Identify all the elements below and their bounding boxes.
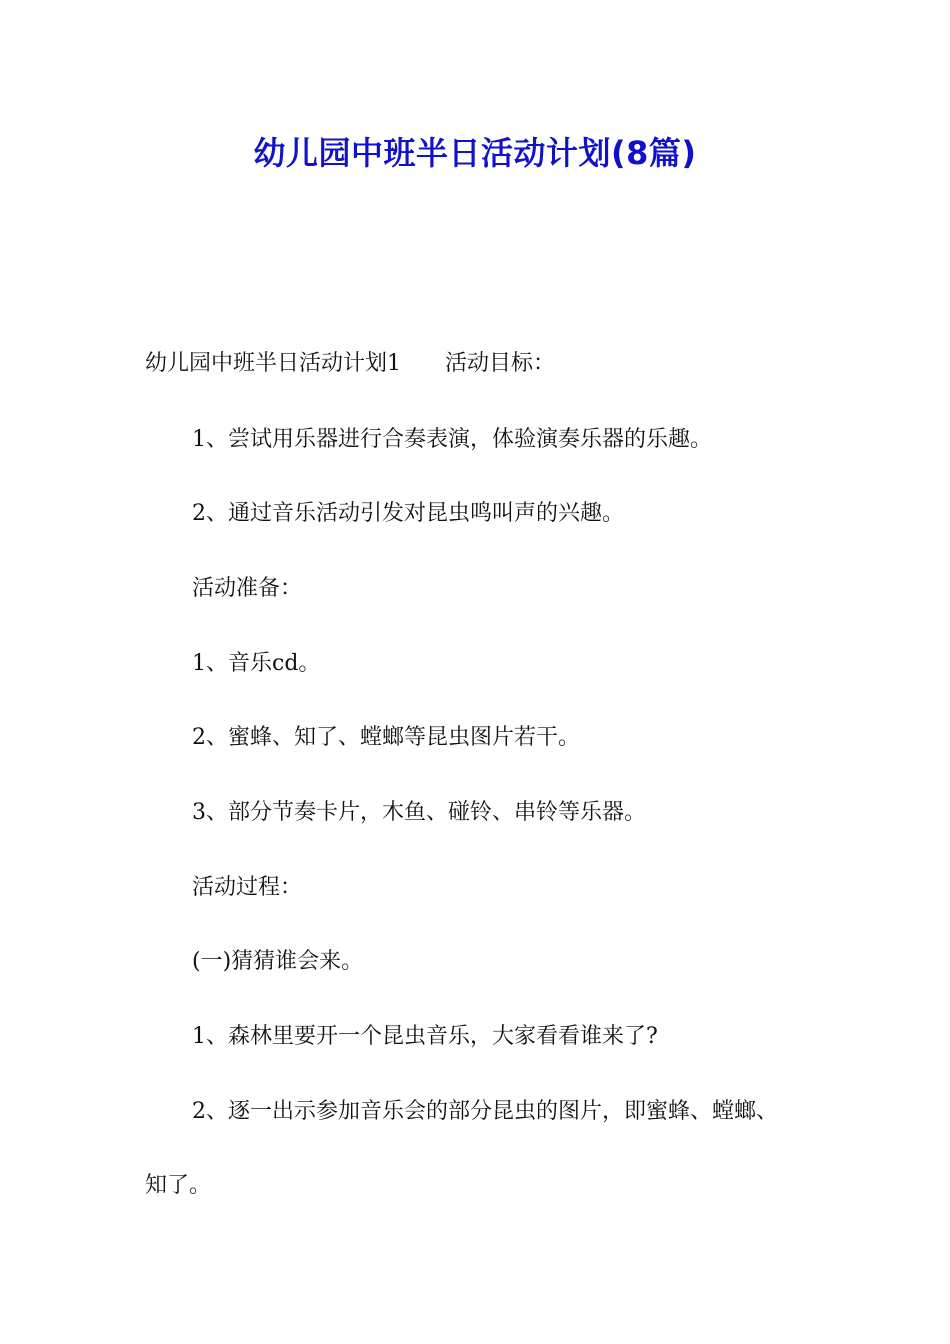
- paragraph: 2、逐一出示参加音乐会的部分昆虫的图片，即蜜蜂、螳螂、: [192, 1099, 778, 1124]
- document-title: 幼儿园中班半日活动计划(8篇): [253, 134, 697, 172]
- paragraph: 2、通过音乐活动引发对昆虫鸣叫声的兴趣。: [192, 501, 624, 526]
- section-subheading: 活动目标：: [445, 351, 556, 376]
- paragraph: (一)猜猜谁会来。: [192, 949, 364, 974]
- paragraph: 1、尝试用乐器进行合奏表演，体验演奏乐器的乐趣。: [192, 427, 712, 452]
- paragraph: 活动过程：: [192, 875, 303, 900]
- paragraph: 1、音乐cd。: [192, 651, 321, 676]
- paragraph: 2、蜜蜂、知了、螳螂等昆虫图片若干。: [192, 725, 580, 750]
- paragraph-continuation: 知了。: [145, 1173, 212, 1198]
- paragraph: 1、森林里要开一个昆虫音乐，大家看看谁来了?: [192, 1024, 658, 1049]
- first-line: [145, 346, 555, 377]
- section-heading: 幼儿园中班半日活动计划1: [145, 351, 401, 376]
- paragraph: 3、部分节奏卡片，木鱼、碰铃、串铃等乐器。: [192, 800, 646, 825]
- paragraph: 活动准备：: [192, 576, 303, 601]
